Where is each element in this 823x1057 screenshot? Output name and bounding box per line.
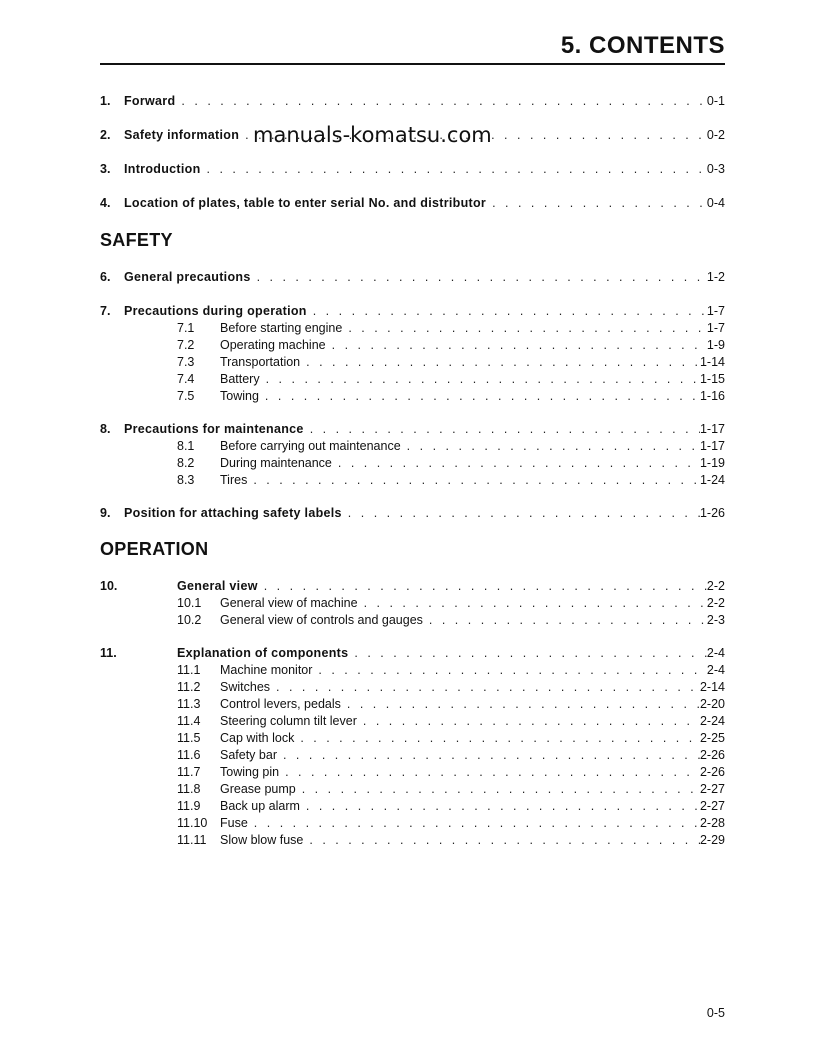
- toc-number: 11.8: [177, 782, 201, 796]
- toc-subentry[interactable]: [100, 372, 725, 389]
- toc-number: 8.3: [177, 473, 195, 487]
- toc-page: 0-2: [706, 128, 725, 142]
- toc-page: 2-4: [706, 646, 725, 660]
- toc-label: Before starting engine: [220, 321, 343, 335]
- toc-page: 0-1: [706, 94, 725, 108]
- toc-page: 2-20: [699, 697, 725, 711]
- leader-dots: [257, 270, 707, 284]
- toc-page: 1-9: [706, 338, 725, 352]
- toc-page: 2-27: [699, 782, 725, 796]
- leader-dots: [354, 646, 707, 660]
- toc-subentry[interactable]: [100, 613, 725, 630]
- page-number: 0-5: [706, 1006, 725, 1020]
- toc-number: 11.11: [177, 833, 207, 847]
- toc-number: 10.2: [177, 613, 202, 627]
- toc-label: General view: [177, 579, 258, 593]
- leader-dots: [348, 321, 707, 335]
- toc-label: Tires: [220, 473, 248, 487]
- toc-page: 1-15: [699, 372, 725, 386]
- toc-number: 10.1: [177, 596, 202, 610]
- toc-number: 7.5: [177, 389, 195, 403]
- toc-page: 1-16: [699, 389, 725, 403]
- toc-page: 0-3: [706, 162, 725, 176]
- leader-dots: [265, 389, 700, 403]
- toc-subentry[interactable]: [100, 439, 725, 456]
- toc-page: 2-25: [699, 731, 725, 745]
- toc-subentry[interactable]: [100, 355, 725, 372]
- toc-label: Safety bar: [220, 748, 277, 762]
- leader-dots: [306, 799, 700, 813]
- leader-dots: [253, 473, 700, 487]
- toc-entry[interactable]: [100, 196, 725, 213]
- toc-subentry[interactable]: [100, 338, 725, 355]
- toc-number: 7.1: [177, 321, 195, 335]
- toc-number: 11.: [100, 646, 117, 660]
- toc-label: During maintenance: [220, 456, 332, 470]
- toc-label: Forward: [124, 94, 176, 108]
- title-rule: [100, 63, 725, 65]
- toc-number: 11.5: [177, 731, 201, 745]
- toc-page: 2-2: [706, 596, 725, 610]
- toc-label: Switches: [220, 680, 271, 694]
- toc-number: 7.2: [177, 338, 195, 352]
- toc-subentry[interactable]: [100, 473, 725, 490]
- toc-entry[interactable]: [100, 579, 725, 596]
- watermark-text: manuals-komatsu.com: [253, 123, 492, 147]
- toc-label: Precautions during operation: [124, 304, 307, 318]
- toc-entry[interactable]: [100, 270, 725, 287]
- toc-number: 7.: [100, 304, 111, 318]
- leader-dots: [285, 765, 700, 779]
- leader-dots: [207, 162, 707, 176]
- toc-label: Steering column tilt lever: [220, 714, 357, 728]
- toc-number: 11.9: [177, 799, 201, 813]
- toc-number: 3.: [100, 162, 111, 176]
- section-heading-safety: SAFETY: [100, 230, 173, 250]
- toc-page: 1-26: [699, 506, 725, 520]
- page-title: 5. CONTENTS: [560, 32, 725, 59]
- toc-page: 2-4: [706, 663, 725, 677]
- leader-dots: [429, 613, 707, 627]
- toc-number: 11.3: [177, 697, 201, 711]
- toc-subentry[interactable]: [100, 765, 725, 782]
- toc-page: 2-27: [699, 799, 725, 813]
- leader-dots: [309, 833, 700, 847]
- toc-page: 2-14: [699, 680, 725, 694]
- leader-dots: [181, 94, 707, 108]
- toc-subentry[interactable]: [100, 714, 725, 731]
- leader-dots: [313, 304, 707, 318]
- toc-page: 1-17: [699, 422, 725, 436]
- section-heading-operation: OPERATION: [100, 539, 209, 559]
- leader-dots: [363, 714, 700, 728]
- toc-page: 1-14: [699, 355, 725, 369]
- toc-number: 8.: [100, 422, 111, 436]
- toc-page: 1-7: [706, 321, 725, 335]
- toc-subentry[interactable]: [100, 799, 725, 816]
- toc-number: 8.2: [177, 456, 195, 470]
- toc-page: 2-24: [699, 714, 725, 728]
- toc-label: Transportation: [220, 355, 301, 369]
- toc-number: 6.: [100, 270, 111, 284]
- toc-page: 0-4: [706, 196, 725, 210]
- toc-subentry[interactable]: [100, 596, 725, 613]
- toc-page: 1-7: [706, 304, 725, 318]
- leader-dots: [407, 439, 700, 453]
- toc-number: 11.2: [177, 680, 201, 694]
- leader-dots: [492, 196, 707, 210]
- toc-subentry[interactable]: [100, 833, 725, 850]
- toc-entry[interactable]: [100, 646, 725, 663]
- toc-label: Explanation of components: [177, 646, 349, 660]
- toc-page: 2-28: [699, 816, 725, 830]
- toc-label: Grease pump: [220, 782, 296, 796]
- toc-label: General precautions: [124, 270, 251, 284]
- toc-label: Precautions for maintenance: [124, 422, 304, 436]
- leader-dots: [254, 816, 700, 830]
- toc-label: General view of controls and gauges: [220, 613, 423, 627]
- toc-page: 1-2: [706, 270, 725, 284]
- toc-label: Position for attaching safety labels: [124, 506, 342, 520]
- toc-label: Slow blow fuse: [220, 833, 304, 847]
- toc-page: 2-2: [706, 579, 725, 593]
- toc-page: 2-3: [706, 613, 725, 627]
- toc-number: 9.: [100, 506, 111, 520]
- toc-page: 1-19: [699, 456, 725, 470]
- leader-dots: [332, 338, 707, 352]
- toc-entry[interactable]: [100, 162, 725, 179]
- toc-label: Before carrying out maintenance: [220, 439, 401, 453]
- leader-dots: [318, 663, 707, 677]
- toc-label: Operating machine: [220, 338, 326, 352]
- toc-label: Back up alarm: [220, 799, 300, 813]
- leader-dots: [347, 697, 700, 711]
- toc-label: Location of plates, table to enter serial No. and distributor: [124, 196, 487, 210]
- toc-page: 2-26: [699, 765, 725, 779]
- toc-subentry[interactable]: [100, 782, 725, 799]
- leader-dots: [364, 596, 707, 610]
- toc-subentry[interactable]: [100, 731, 725, 748]
- toc-subentry[interactable]: [100, 389, 725, 406]
- toc-page: 1-24: [699, 473, 725, 487]
- toc-number: 7.4: [177, 372, 195, 386]
- toc-label: Towing pin: [220, 765, 280, 779]
- toc-label: General view of machine: [220, 596, 358, 610]
- leader-dots: [306, 355, 700, 369]
- toc-number: 2.: [100, 128, 111, 142]
- toc-label: Towing: [220, 389, 259, 403]
- leader-dots: [310, 422, 700, 436]
- toc-entry[interactable]: [100, 422, 725, 439]
- toc-number: 11.4: [177, 714, 201, 728]
- toc-entry[interactable]: [100, 94, 725, 111]
- toc-number: 11.7: [177, 765, 201, 779]
- toc-label: Safety information: [124, 128, 240, 142]
- leader-dots: [283, 748, 700, 762]
- leader-dots: [338, 456, 700, 470]
- toc-number: 11.6: [177, 748, 201, 762]
- toc-page: 1-17: [699, 439, 725, 453]
- toc-subentry[interactable]: [100, 680, 725, 697]
- toc-label: Cap with lock: [220, 731, 295, 745]
- toc-number: 11.10: [177, 816, 208, 830]
- leader-dots: [266, 372, 700, 386]
- toc-number: 8.1: [177, 439, 195, 453]
- leader-dots: [348, 506, 700, 520]
- toc-label: Fuse: [220, 816, 248, 830]
- toc-subentry[interactable]: [100, 748, 725, 765]
- toc-subentry[interactable]: [100, 697, 725, 714]
- toc-label: Machine monitor: [220, 663, 313, 677]
- toc-label: Battery: [220, 372, 260, 386]
- toc-label: Introduction: [124, 162, 201, 176]
- toc-page: 2-29: [699, 833, 725, 847]
- toc-subentry[interactable]: [100, 816, 725, 833]
- toc-page: 2-26: [699, 748, 725, 762]
- leader-dots: [300, 731, 700, 745]
- leader-dots: [276, 680, 700, 694]
- toc-label: Control levers, pedals: [220, 697, 341, 711]
- toc-number: 4.: [100, 196, 111, 210]
- toc-number: 11.1: [177, 663, 201, 677]
- toc-number: 1.: [100, 94, 111, 108]
- toc-subentry[interactable]: [100, 663, 725, 680]
- toc-subentry[interactable]: [100, 321, 725, 338]
- toc-entry[interactable]: [100, 304, 725, 321]
- toc-number: 10.: [100, 579, 118, 593]
- toc-entry[interactable]: [100, 506, 725, 523]
- leader-dots: [264, 579, 707, 593]
- leader-dots: [302, 782, 700, 796]
- toc-number: 7.3: [177, 355, 195, 369]
- toc-subentry[interactable]: [100, 456, 725, 473]
